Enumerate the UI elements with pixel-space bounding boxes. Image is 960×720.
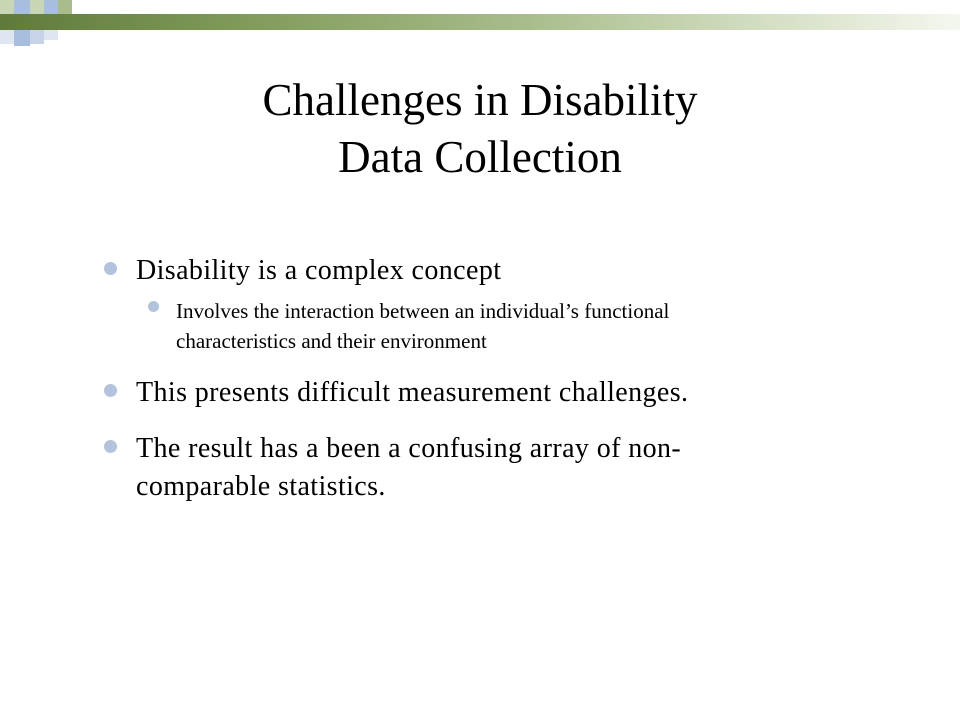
bullet-dot-icon bbox=[104, 384, 117, 397]
bullet-text: This presents difficult measurement challenges. bbox=[136, 377, 689, 408]
sub-bullet-line-2: characteristics and their environment bbox=[176, 329, 487, 353]
bullet-item bbox=[100, 374, 920, 412]
title-line-1: Challenges in Disability bbox=[262, 75, 698, 125]
bullet-list bbox=[100, 252, 920, 506]
bullet-dot-icon bbox=[104, 262, 117, 275]
decor-square bbox=[14, 30, 30, 46]
bullet-line-2: comparable statistics. bbox=[136, 471, 386, 502]
decor-square bbox=[44, 30, 58, 40]
decor-square bbox=[30, 0, 44, 14]
decor-square bbox=[44, 0, 58, 14]
slide-title bbox=[100, 72, 860, 186]
title-line-2: Data Collection bbox=[338, 132, 622, 182]
bullet-text: Disability is a complex concept bbox=[136, 255, 502, 286]
decor-square bbox=[0, 30, 14, 44]
decor-square bbox=[30, 30, 44, 44]
bullet-item bbox=[100, 252, 920, 290]
bullet-dot-icon bbox=[148, 301, 159, 312]
sub-bullet-item bbox=[100, 296, 920, 356]
decor-square bbox=[0, 0, 14, 14]
bullet-dot-icon bbox=[104, 440, 117, 453]
bullet-item bbox=[100, 430, 920, 506]
decor-square bbox=[58, 0, 72, 14]
header-band bbox=[0, 14, 960, 30]
sub-bullet-line-1: Involves the interaction between an individual’s functional bbox=[176, 299, 670, 323]
decor-square bbox=[14, 0, 30, 14]
bullet-line-1: The result has a been a confusing array of non- bbox=[136, 433, 682, 464]
